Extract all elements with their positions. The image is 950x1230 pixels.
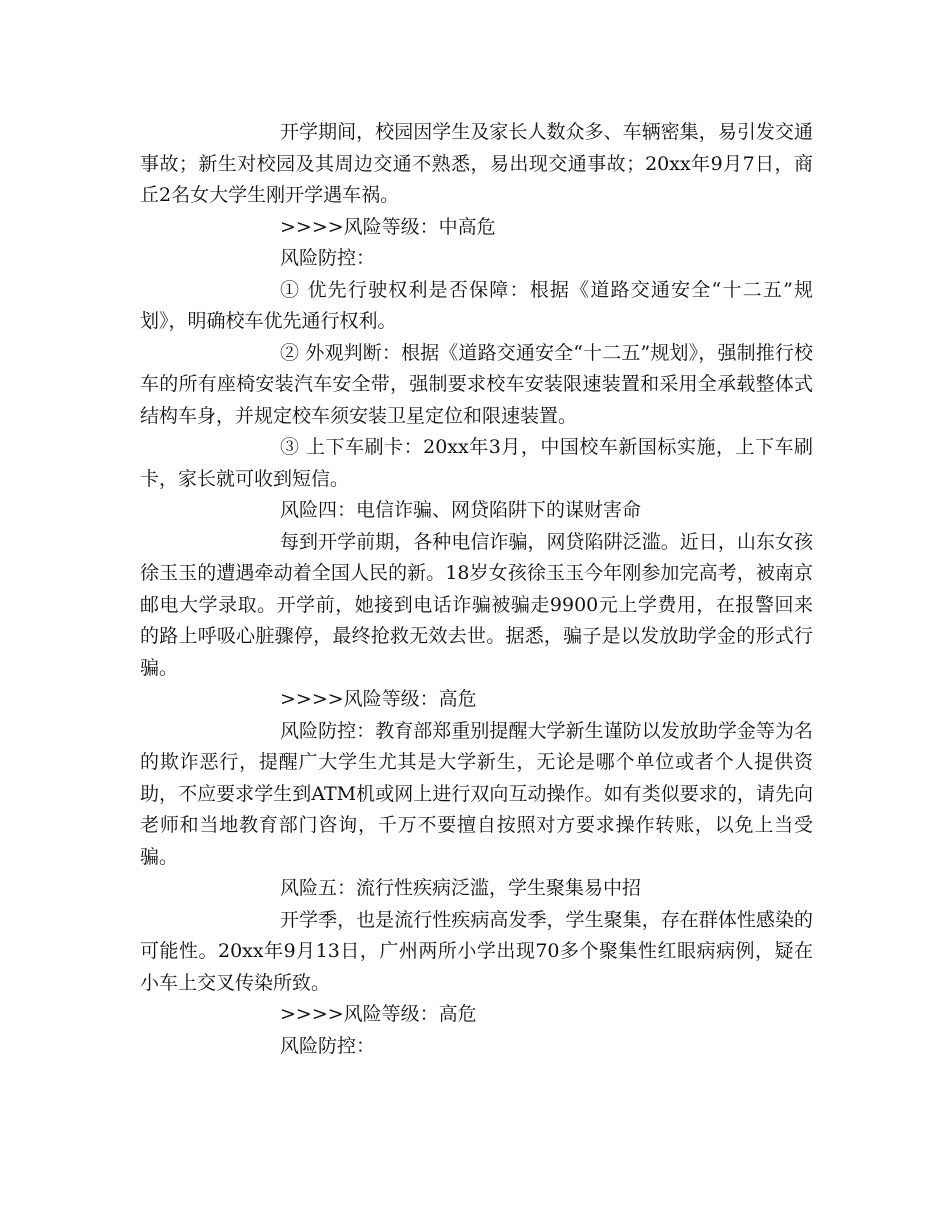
risk-control-heading-2: 风险防控：	[280, 1034, 376, 1057]
risk-level-high-2: >>>>风险等级：高危	[280, 1003, 477, 1025]
risk-level-medium-high: >>>>风险等级：中高危	[280, 215, 496, 238]
paragraph-fraud-control: 风险防控：教育部郑重别提醒大学新生谨防以发放助学金等为名的欺诈恶行，提醒广大学生尤其是大学新生，无论是哪个单位或者个人提供资助，不应要求学生到ATM机或网上进行双向互动操作。如有类似要求的，请先向老师和当地教育部门咨询，千万不要擅自按照对方要求操作转账，以免上当受骗。	[140, 719, 813, 868]
paragraph-fraud-risk: 每到开学前期，各种电信诈骗，网贷陷阱泛滥。近日，山东女孩徐玉玉的遭遇牵动着全国人民的新。18岁女孩徐玉玉今年刚参加完高考，被南京邮电大学录取。开学前，她接到电话诈骗被骗走9900元上学费用，在报警回来的路上呼吸心脏骤停，最终抢救无效去世。据悉，骗子是以发放助学金的形式行骗。	[140, 530, 813, 679]
document-body	[140, 117, 813, 1062]
risk-level-high-1: >>>>风险等级：高危	[280, 688, 477, 710]
paragraph-traffic-risk: 开学期间，校园因学生及家长人数众多、车辆密集，易引发交通事故；新生对校园及其周边交通不熟悉，易出现交通事故；20xx年9月7日，商丘2名女大学生刚开学遇车祸。	[140, 121, 813, 206]
control-item-2: ② 外观判断：根据《道路交通安全“十二五”规划》，强制推行校车的所有座椅安装汽车安全带，强制要求校车安装限速装置和采用全承载整体式结构车身，并规定校车须安装卫星定位和限速装置。	[140, 341, 813, 427]
paragraph-disease-risk: 开学季，也是流行性疾病高发季，学生聚集，存在群体性感染的可能性。20xx年9月13日，广州两所小学出现70多个聚集性红眼病病例，疑在小车上交叉传染所致。	[140, 908, 813, 994]
risk-control-heading: 风险防控：	[280, 247, 376, 269]
control-item-1: ① 优先行驶权利是否保障：根据《道路交通安全“十二五”规划》，明确校车优先通行权利。	[140, 278, 813, 332]
control-item-3: ③ 上下车刷卡：20xx年3月，中国校车新国标实施，上下车刷卡，家长就可收到短信。	[140, 436, 813, 490]
section-heading-risk-four: 风险四：电信诈骗、网贷陷阱下的谋财害命	[280, 499, 642, 521]
section-heading-risk-five: 风险五：流行性疾病泛滥，学生聚集易中招	[280, 877, 642, 899]
